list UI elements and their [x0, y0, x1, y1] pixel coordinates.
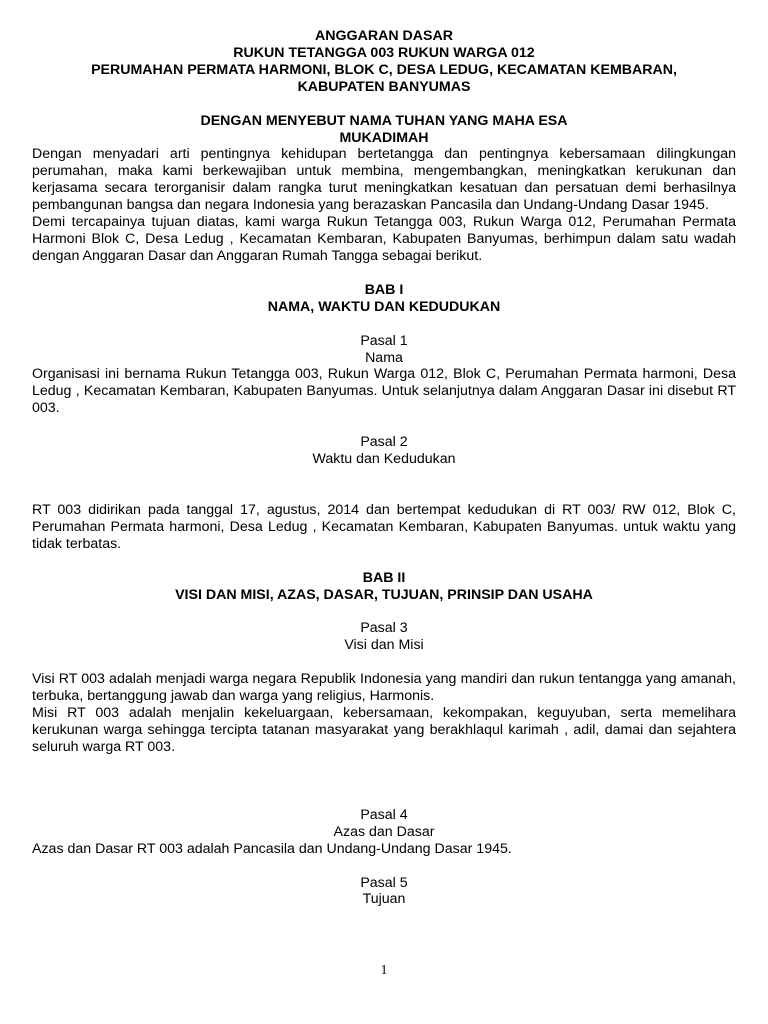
mukadimah-paragraph-1: Dengan menyadari arti pentingnya kehidupan bertetangga dan pentingnya kebersamaan dilingkungan perumahan, maka kami berkewajiban untuk membina, mengembangkan, meningkatkan kerukunan dan kerjasama secara terorganisir dalam rangka turut meningkatkan kesatuan dan persatuan demi berhasilnya pembangunan bangsa dan negara Indonesia yang berazaskan Pancasila dan Undang-Undang Dasar 1945. [32, 146, 736, 214]
invocation-line: DENGAN MENYEBUT NAMA TUHAN YANG MAHA ESA [200, 112, 568, 129]
preamble-heading [32, 113, 736, 147]
page-number: 1 [380, 962, 388, 977]
pasal-1-title: Nama [365, 349, 403, 366]
pasal-4-text: Azas dan Dasar RT 003 adalah Pancasila dan Undang-Undang Dasar 1945. [32, 840, 512, 857]
pasal-3-heading [32, 620, 736, 654]
bab-2-label: BAB II [362, 569, 406, 586]
pasal-4-title: Azas dan Dasar [333, 823, 435, 840]
bab-1-heading [32, 282, 736, 316]
pasal-4-heading [32, 807, 736, 841]
bab-2-heading [32, 570, 736, 604]
bab-2-title: VISI DAN MISI, AZAS, DASAR, TUJUAN, PRINSIP DAN USAHA [175, 586, 593, 603]
pasal-1-label: Pasal 1 [360, 332, 408, 349]
document-subtitle-regency: KABUPATEN BANYUMAS [297, 78, 471, 95]
pasal-2-title: Waktu dan Kedudukan [312, 451, 456, 468]
pasal-5-label: Pasal 5 [360, 874, 408, 891]
pasal-1-text: Organisasi ini bernama Rukun Tetangga 003, Rukun Warga 012, Blok C, Perumahan Permata harmoni, Desa Ledug , Kecamatan Kembaran, Kabupaten Banyumas. Untuk selanjutnya dalam Anggaran Dasar ini disebut RT 003. [32, 366, 736, 417]
document-header [32, 28, 736, 96]
misi-text: Misi RT 003 adalah menjalin kekeluargaan, kebersamaan, kekompakan, keguyuban, serta memelihara kerukunan warga sehingga tercipta tatanan masyarakat yang berakhlaqul karimah , adil, damai dan sejahtera seluruh warga RT 003. [32, 705, 736, 755]
pasal-4-label: Pasal 4 [360, 806, 408, 823]
bab-1-label: BAB I [364, 281, 404, 298]
pasal-3-label: Pasal 3 [360, 620, 408, 637]
bab-1-title: NAMA, WAKTU DAN KEDUDUKAN [267, 298, 501, 315]
pasal-2-text: RT 003 didirikan pada tanggal 17, agustus, 2014 dan bertempat kedudukan di RT 003/ RW 012, Blok C, Perumahan Permata harmoni, Desa Ledug , Kecamatan Kembaran, Kabupaten Banyumas. untuk waktu yang tidak terbatas. [32, 501, 736, 552]
pasal-1-heading [32, 333, 736, 367]
document-subtitle-address: PERUMAHAN PERMATA HARMONI, BLOK C, DESA LEDUG, KECAMATAN KEMBARAN, [91, 61, 677, 78]
pasal-2-heading [32, 434, 736, 468]
mukadimah-title: MUKADIMAH [339, 129, 429, 146]
pasal-5-heading [32, 875, 736, 909]
mukadimah-paragraph-2: Demi tercapainya tujuan diatas, kami warga Rukun Tetangga 003, Rukun Warga 012, Perumahan Permata Harmoni Blok C, Desa Ledug , Kecamatan Kembaran, Kabupaten Banyumas, berhimpun dalam satu wadah dengan Anggaran Dasar dan Anggaran Rumah Tangga sebagai berikut. [32, 214, 736, 264]
document-title: ANGGARAN DASAR [315, 28, 453, 44]
pasal-2-label: Pasal 2 [360, 434, 408, 451]
pasal-3-title: Visi dan Misi [344, 637, 424, 654]
pasal-5-title: Tujuan [362, 891, 406, 908]
visi-text: Visi RT 003 adalah menjadi warga negara Republik Indonesia yang mandiri dan rukun tentangga yang amanah, terbuka, bertanggung jawab dan warga yang religius, Harmonis. [32, 671, 736, 705]
document-subtitle-rt-rw: RUKUN TETANGGA 003 RUKUN WARGA 012 [233, 44, 535, 61]
